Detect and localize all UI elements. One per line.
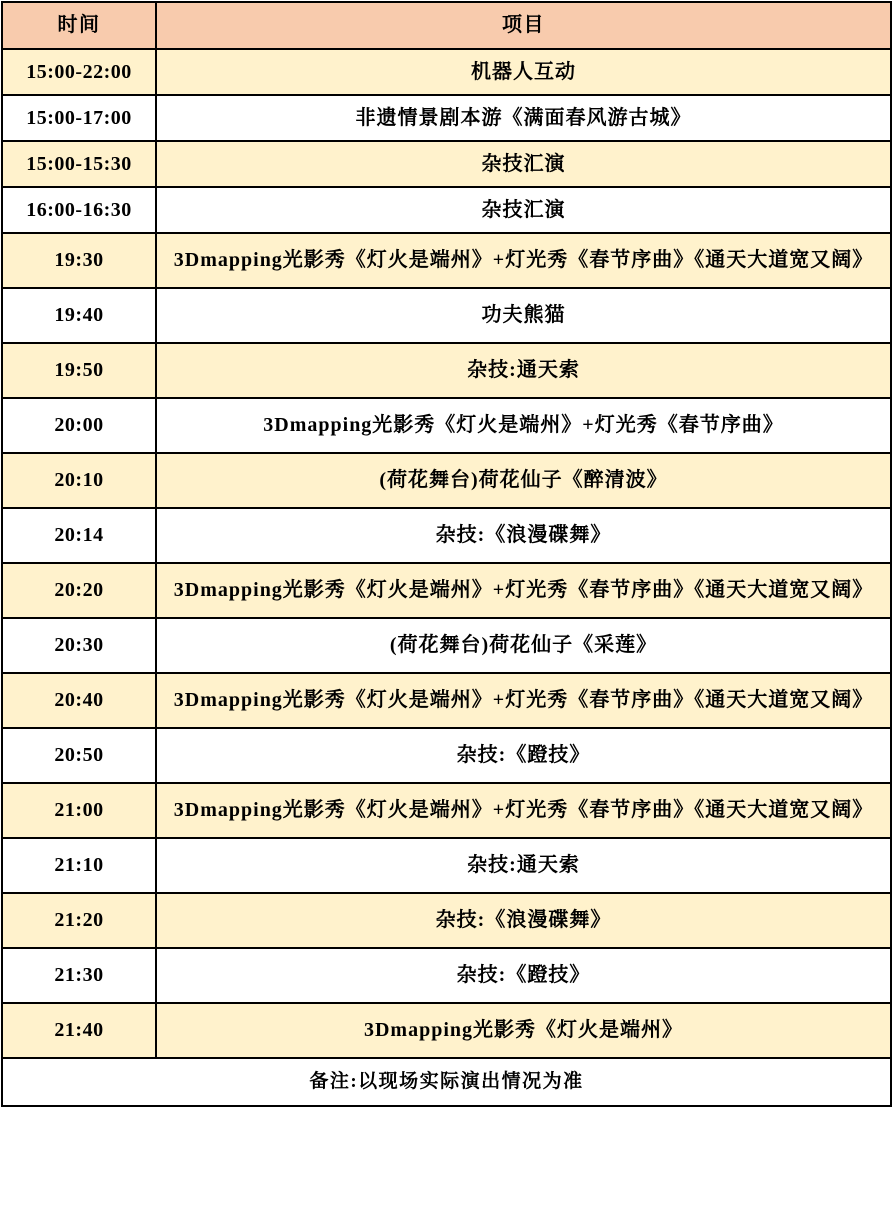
- item-cell: 3Dmapping光影秀《灯火是端州》: [156, 1003, 891, 1058]
- time-cell: 16:00-16:30: [2, 187, 156, 233]
- time-cell: 20:40: [2, 673, 156, 728]
- table-header: [2, 2, 891, 49]
- item-cell: 3Dmapping光影秀《灯火是端州》+灯光秀《春节序曲》《通天大道宽又阔》: [156, 673, 891, 728]
- time-cell: 21:20: [2, 893, 156, 948]
- table-row: [2, 453, 891, 508]
- time-cell: 20:50: [2, 728, 156, 783]
- table-row: [2, 948, 891, 1003]
- table-row: [2, 563, 891, 618]
- header-row: [2, 2, 891, 49]
- table-row: [2, 49, 891, 95]
- time-cell: 21:40: [2, 1003, 156, 1058]
- table-row: [2, 288, 891, 343]
- table-row: [2, 893, 891, 948]
- time-cell: 21:00: [2, 783, 156, 838]
- performance-schedule-table: [1, 1, 892, 1107]
- table-row: [2, 233, 891, 288]
- time-cell: 19:30: [2, 233, 156, 288]
- table-row: [2, 343, 891, 398]
- item-cell: 3Dmapping光影秀《灯火是端州》+灯光秀《春节序曲》: [156, 398, 891, 453]
- item-cell: 杂技:《蹬技》: [156, 728, 891, 783]
- time-cell: 21:10: [2, 838, 156, 893]
- footer-row: [2, 1058, 891, 1106]
- item-cell: 3Dmapping光影秀《灯火是端州》+灯光秀《春节序曲》《通天大道宽又阔》: [156, 233, 891, 288]
- item-cell: 3Dmapping光影秀《灯火是端州》+灯光秀《春节序曲》《通天大道宽又阔》: [156, 563, 891, 618]
- table-row: [2, 398, 891, 453]
- time-cell: 20:30: [2, 618, 156, 673]
- item-cell: 杂技:《浪漫碟舞》: [156, 893, 891, 948]
- header-item: 项目: [156, 2, 891, 49]
- time-cell: 15:00-15:30: [2, 141, 156, 187]
- header-time: 时间: [2, 2, 156, 49]
- time-cell: 20:14: [2, 508, 156, 563]
- table-row: [2, 838, 891, 893]
- table-row: [2, 673, 891, 728]
- time-cell: 19:50: [2, 343, 156, 398]
- item-cell: 杂技:通天索: [156, 343, 891, 398]
- item-cell: 杂技汇演: [156, 141, 891, 187]
- footer-note: 备注:以现场实际演出情况为准: [2, 1058, 891, 1106]
- item-cell: 非遗情景剧本游《满面春风游古城》: [156, 95, 891, 141]
- time-cell: 20:10: [2, 453, 156, 508]
- item-cell: 功夫熊猫: [156, 288, 891, 343]
- table-row: [2, 141, 891, 187]
- table-footer: [2, 1058, 891, 1106]
- item-cell: 杂技:《浪漫碟舞》: [156, 508, 891, 563]
- table-row: [2, 508, 891, 563]
- table-row: [2, 728, 891, 783]
- item-cell: 3Dmapping光影秀《灯火是端州》+灯光秀《春节序曲》《通天大道宽又阔》: [156, 783, 891, 838]
- item-cell: 杂技:通天索: [156, 838, 891, 893]
- item-cell: (荷花舞台)荷花仙子《采莲》: [156, 618, 891, 673]
- table-row: [2, 187, 891, 233]
- time-cell: 19:40: [2, 288, 156, 343]
- schedule-body: [2, 49, 891, 1058]
- time-cell: 15:00-17:00: [2, 95, 156, 141]
- time-cell: 21:30: [2, 948, 156, 1003]
- time-cell: 20:00: [2, 398, 156, 453]
- table-row: [2, 783, 891, 838]
- item-cell: 杂技汇演: [156, 187, 891, 233]
- item-cell: 杂技:《蹬技》: [156, 948, 891, 1003]
- table-row: [2, 618, 891, 673]
- item-cell: 机器人互动: [156, 49, 891, 95]
- time-cell: 20:20: [2, 563, 156, 618]
- item-cell: (荷花舞台)荷花仙子《醉清波》: [156, 453, 891, 508]
- time-cell: 15:00-22:00: [2, 49, 156, 95]
- table-row: [2, 1003, 891, 1058]
- table-row: [2, 95, 891, 141]
